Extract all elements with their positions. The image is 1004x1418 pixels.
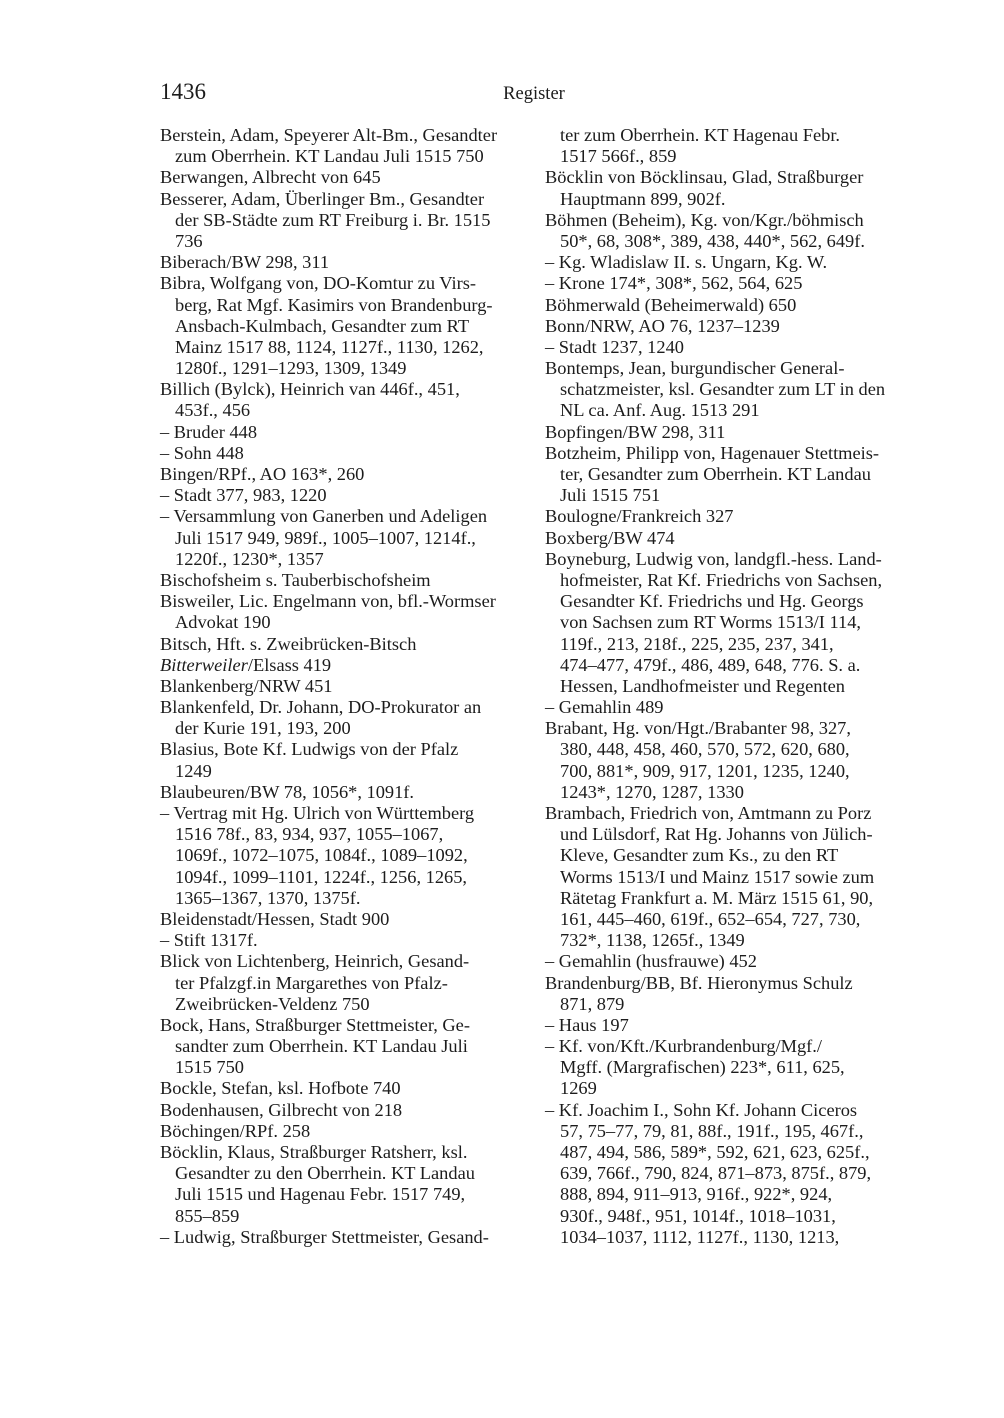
index-entry-line: 1515 750 — [175, 1057, 244, 1078]
index-entry-line: Böhmerwald (Beheimerwald) 650 — [545, 294, 797, 315]
index-entry-line: – Stadt 1237, 1240 — [545, 336, 684, 357]
index-entry-line: 50*, 68, 308*, 389, 438, 440*, 562, 649f. — [560, 230, 865, 251]
index-entry-line: 1269 — [560, 1078, 597, 1099]
index-entry-line: – Sohn 448 — [160, 442, 244, 463]
index-entry-line: Advokat 190 — [175, 612, 271, 633]
index-entry-line: Hauptmann 899, 902f. — [560, 188, 726, 209]
index-entry-line: der SB-Städte zum RT Freiburg i. Br. 1515 — [175, 209, 491, 230]
index-entry-line: Botzheim, Philipp von, Hagenauer Stettmeis- — [545, 442, 880, 463]
index-entry-line: – Gemahlin 489 — [545, 697, 664, 718]
index-entry-line: 161, 445–460, 619f., 652–654, 727, 730, — [560, 908, 861, 929]
index-entry-line: Boyneburg, Ludwig von, landgfl.-hess. Land- — [545, 548, 882, 569]
index-entry-line: 57, 75–77, 79, 81, 88f., 191f., 195, 467f., — [560, 1120, 864, 1141]
index-entry-line: Brandenburg/BB, Bf. Hieronymus Schulz — [545, 972, 853, 993]
index-entry-line: – Stadt 377, 983, 1220 — [160, 485, 327, 506]
index-entry-line: NL ca. Anf. Aug. 1513 291 — [560, 400, 760, 421]
index-entry-line: Blaubeuren/BW 78, 1056*, 1091f. — [160, 781, 415, 802]
index-entry-line: Kleve, Gesandter zum Ks., zu den RT — [560, 845, 839, 866]
index-entry-line: Bibra, Wolfgang von, DO-Komtur zu Virs- — [160, 273, 476, 294]
index-entry-line: 930f., 948f., 951, 1014f., 1018–1031, — [560, 1205, 836, 1226]
index-entry-line: Billich (Bylck), Heinrich van 446f., 451, — [160, 379, 460, 400]
index-entry-line: der Kurie 191, 193, 200 — [175, 718, 351, 739]
index-entry-line: Ansbach-Kulmbach, Gesandter zum RT — [175, 315, 470, 336]
index-entry-line: Bock, Hans, Straßburger Stettmeister, Ge- — [160, 1014, 470, 1035]
index-entry-line: 487, 494, 586, 589*, 592, 621, 623, 625f., — [560, 1142, 870, 1162]
index-entry-line: 855–859 — [175, 1205, 240, 1226]
index-entry-line: Berwangen, Albrecht von 645 — [160, 167, 381, 188]
index-entry-line: 119f., 213, 218f., 225, 235, 237, 341, — [560, 633, 834, 654]
index-entry-line: Boxberg/BW 474 — [545, 527, 675, 548]
index-entry-line: – Stift 1317f. — [160, 930, 258, 951]
index-column-left — [160, 125, 530, 1248]
index-entry-line: 1516 78f., 83, 934, 937, 1055–1067, — [175, 824, 444, 845]
index-entry-line: Hessen, Landhofmeister und Regenten — [560, 675, 845, 696]
index-entry-line: Bonn/NRW, AO 76, 1237–1239 — [545, 315, 780, 336]
index-entry-line: 1220f., 1230*, 1357 — [175, 548, 324, 569]
index-entry-line: Bopfingen/BW 298, 311 — [545, 421, 726, 442]
index-entry-line: 639, 766f., 790, 824, 871–873, 875f., 879, — [560, 1163, 872, 1184]
index-entry-line: Bingen/RPf., AO 163*, 260 — [160, 464, 365, 484]
index-entry-line: Juli 1515 751 — [560, 485, 661, 506]
index-entry-line: 1034–1037, 1112, 1127f., 1130, 1213, — [560, 1226, 840, 1247]
index-entry-line: 888, 894, 911–913, 916f., 922*, 924, — [560, 1184, 833, 1205]
index-entry-line: Böhmen (Beheim), Kg. von/Kgr./böhmisch — [545, 209, 864, 230]
index-entry-line: 732*, 1138, 1265f., 1349 — [560, 930, 745, 951]
page-number: 1436 — [160, 79, 206, 104]
index-entry-line: Bockle, Stefan, ksl. Hofbote 740 — [160, 1078, 401, 1099]
index-entry-line: – Krone 174*, 308*, 562, 564, 625 — [545, 273, 803, 294]
index-entry-line: sandter zum Oberrhein. KT Landau Juli — [175, 1036, 468, 1057]
index-entry-line: Böcklin von Böcklinsau, Glad, Straßburger — [545, 167, 864, 188]
index-entry-line: Bontemps, Jean, burgundischer General- — [545, 358, 845, 379]
index-entry-line: 1094f., 1099–1101, 1224f., 1256, 1265, — [175, 866, 468, 887]
index-entry-line: 1517 566f., 859 — [560, 146, 677, 167]
index-entry-line: Blankenfeld, Dr. Johann, DO-Prokurator an — [160, 697, 482, 718]
index-entry-line: – Kf. Joachim I., Sohn Kf. Johann Ciceros — [545, 1099, 858, 1120]
index-entry-line: – Kf. von/Kft./Kurbrandenburg/Mgf./ — [545, 1036, 823, 1057]
index-entry-line: Juli 1517 949, 989f., 1005–1007, 1214f., — [175, 527, 476, 548]
running-title: Register — [503, 84, 565, 104]
index-entry-line: 1280f., 1291–1293, 1309, 1349 — [175, 358, 407, 379]
index-entry-line: Bleidenstadt/Hessen, Stadt 900 — [160, 908, 390, 929]
index-entry-line: Rätetag Frankfurt a. M. März 1515 61, 90, — [560, 887, 874, 908]
index-entry-line: Biberach/BW 298, 311 — [160, 252, 330, 273]
index-entry-line: – Haus 197 — [545, 1014, 629, 1035]
index-entry-line: 1365–1367, 1370, 1375f. — [175, 887, 361, 908]
index-entry-line: Juli 1515 und Hagenau Febr. 1517 749, — [175, 1184, 466, 1205]
index-entry-line: berg, Rat Mgf. Kasimirs von Brandenburg- — [175, 294, 493, 315]
index-entry-line: Böchingen/RPf. 258 — [160, 1120, 311, 1141]
index-entry-line: 1069f., 1072–1075, 1084f., 1089–1092, — [175, 845, 468, 866]
italic-term: Bitterweiler — [160, 654, 248, 675]
index-entry-line: zum Oberrhein. KT Landau Juli 1515 750 — [175, 146, 484, 167]
index-entry-line: – Bruder 448 — [160, 421, 258, 442]
index-entry-line: hofmeister, Rat Kf. Friedrichs von Sachsen, — [560, 569, 883, 590]
index-entry-line: Bitterweiler/Elsass 419 — [160, 654, 332, 675]
index-entry-line: Bisweiler, Lic. Engelmann von, bfl.-Wormser — [160, 591, 496, 612]
index-entry-line: – Vertrag mit Hg. Ulrich von Württemberg — [160, 803, 475, 823]
index-entry-line: Blankenberg/NRW 451 — [160, 675, 333, 696]
index-entry-line: von Sachsen zum RT Worms 1513/I 114, — [560, 612, 862, 633]
index-entry-line: – Gemahlin (husfrauwe) 452 — [545, 951, 757, 972]
index-entry-line: Bodenhausen, Gilbrecht von 218 — [160, 1099, 403, 1120]
index-entry-line: Brambach, Friedrich von, Amtmann zu Porz — [545, 803, 872, 823]
index-entry-line: – Ludwig, Straßburger Stettmeister, Gesand- — [160, 1226, 489, 1247]
index-entry-line: schatzmeister, ksl. Gesandter zum LT in den — [560, 379, 886, 400]
index-entry-line: ter Pfalzgf.in Margarethes von Pfalz- — [175, 972, 448, 993]
index-entry-line: ter zum Oberrhein. KT Hagenau Febr. — [560, 125, 841, 145]
index-entry-line: Zweibrücken-Veldenz 750 — [175, 993, 370, 1014]
index-entry-line: Bischofsheim s. Tauberbischofsheim — [160, 569, 431, 590]
index-entry-line: Blasius, Bote Kf. Ludwigs von der Pfalz — [160, 739, 459, 760]
index-entry-line: – Kg. Wladislaw II. s. Ungarn, Kg. W. — [545, 252, 828, 273]
index-entry-line: Mgff. (Margrafischen) 223*, 611, 625, — [560, 1057, 845, 1078]
index-entry-line: Gesandter zu den Oberrhein. KT Landau — [175, 1163, 475, 1184]
index-entry-line: Bitsch, Hft. s. Zweibrücken-Bitsch — [160, 633, 417, 654]
index-entry-line: 474–477, 479f., 486, 489, 648, 776. S. a. — [560, 654, 861, 675]
index-entry-line: 736 — [175, 230, 203, 251]
index-entry-line: 1243*, 1270, 1287, 1330 — [560, 781, 744, 802]
index-entry-line: 700, 881*, 909, 917, 1201, 1235, 1240, — [560, 760, 850, 781]
index-entry-line: 453f., 456 — [175, 400, 251, 421]
index-column-right — [545, 125, 917, 1248]
index-entry-line: Blick von Lichtenberg, Heinrich, Gesand- — [160, 951, 470, 972]
index-entry-line: 871, 879 — [560, 993, 625, 1014]
index-entry-line: Worms 1513/I und Mainz 1517 sowie zum — [560, 866, 875, 887]
index-entry-line: Böcklin, Klaus, Straßburger Ratsherr, ksl. — [160, 1142, 468, 1162]
index-entry-line: und Lülsdorf, Rat Hg. Johanns von Jülich- — [560, 824, 873, 845]
index-entry-line: Berstein, Adam, Speyerer Alt-Bm., Gesandter — [160, 125, 498, 145]
index-entry-line: – Versammlung von Ganerben und Adeligen — [160, 506, 488, 527]
index-entry-line: Besserer, Adam, Überlinger Bm., Gesandter — [160, 188, 485, 209]
index-entry-line: Gesandter Kf. Friedrichs und Hg. Georgs — [560, 591, 864, 612]
index-entry-line: Boulogne/Frankreich 327 — [545, 506, 734, 527]
index-entry-line: ter, Gesandter zum Oberrhein. KT Landau — [560, 464, 871, 484]
index-entry-line: Brabant, Hg. von/Hgt./Brabanter 98, 327, — [545, 718, 851, 739]
index-entry-line: Mainz 1517 88, 1124, 1127f., 1130, 1262, — [175, 336, 484, 357]
index-entry-line: 380, 448, 458, 460, 570, 572, 620, 680, — [560, 739, 850, 760]
index-entry-line: 1249 — [175, 760, 212, 781]
